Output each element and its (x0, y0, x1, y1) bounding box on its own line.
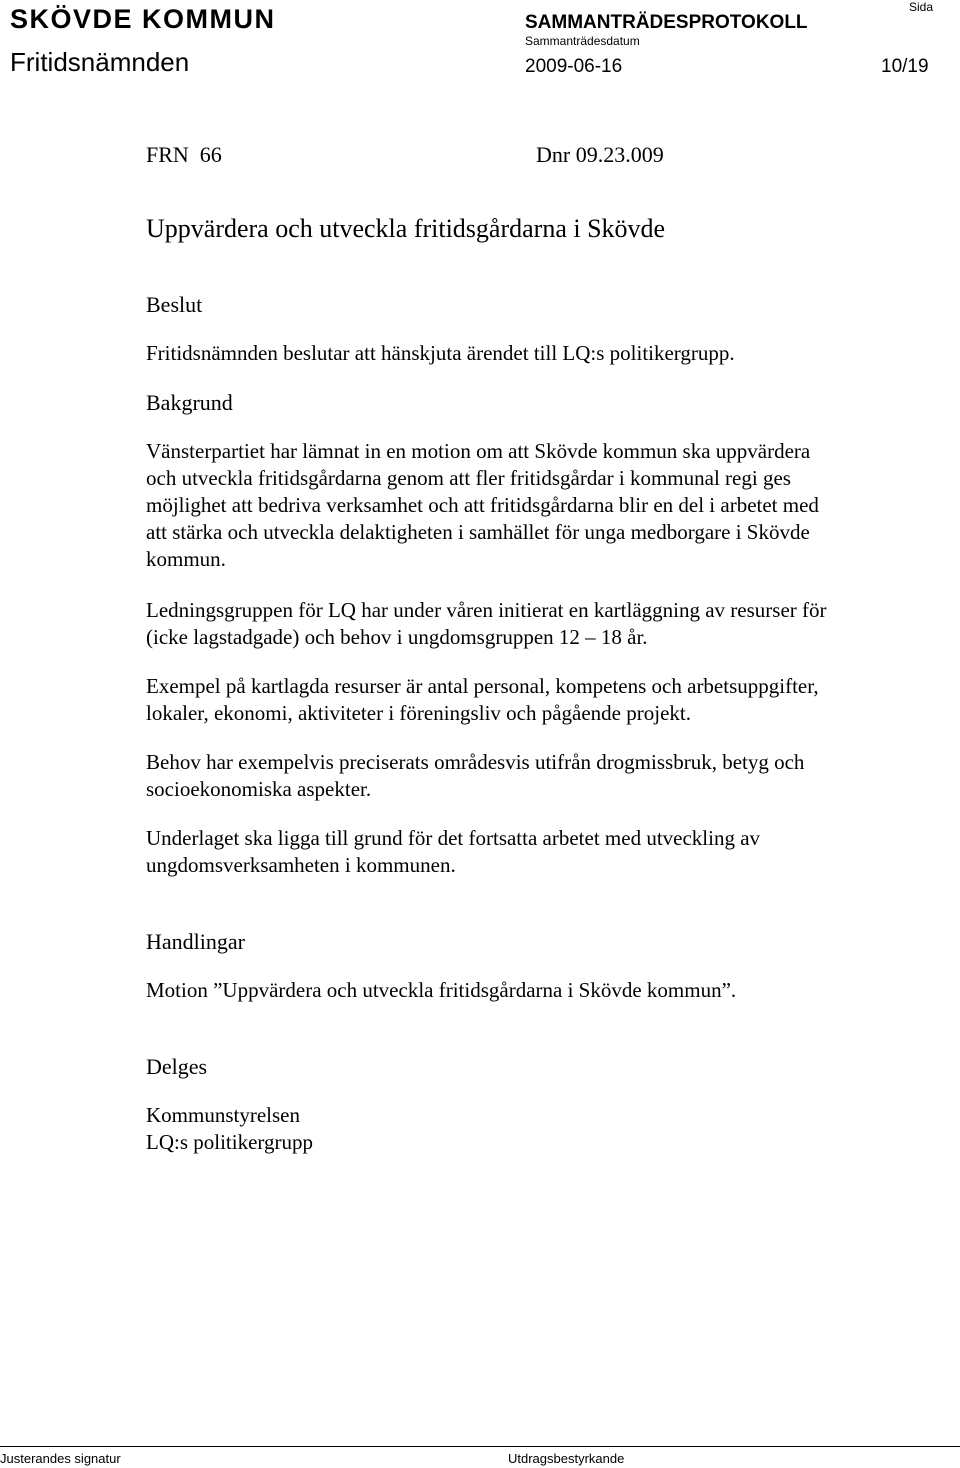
bakgrund-heading: Bakgrund (146, 390, 233, 415)
bakgrund-paragraph-4: Behov har exempelvis preciserats områdesvis utifrån drogmissbruk, betyg och socioekonomiska aspekter. (146, 750, 805, 801)
handlingar-heading: Handlingar (146, 929, 245, 954)
meeting-date: 2009-06-16 (525, 56, 623, 77)
footer-divider (0, 1446, 960, 1447)
signature-label: Justerandes signatur (0, 1451, 121, 1466)
diary-number: Dnr 09.23.009 (536, 142, 664, 167)
beslut-heading: Beslut (146, 292, 203, 317)
beslut-text: Fritidsnämnden beslutar att hänskjuta ärendet till LQ:s politikergrupp. (146, 341, 735, 365)
case-title: Uppvärdera och utveckla fritidsgårdarna i Skövde (146, 214, 666, 243)
bakgrund-paragraph-5: Underlaget ska ligga till grund för det fortsatta arbetet med utveckling av ungdomsverksamheten i kommunen. (146, 826, 761, 877)
delges-heading: Delges (146, 1054, 208, 1079)
meeting-date-label: Sammanträdesdatum (525, 34, 640, 48)
page-label: Sida (909, 0, 934, 14)
bakgrund-paragraph-2: Ledningsgruppen för LQ har under våren initierat en kartläggning av resurser för (icke lagstadgade) och behov i ungdomsgruppen 12 – 18 år. (146, 598, 827, 649)
document-type: SAMMANTRÄDESPROTOKOLL (525, 12, 808, 33)
extract-certification-label: Utdragsbestyrkande (508, 1451, 625, 1466)
handlingar-text: Motion ”Uppvärdera och utveckla fritidsgårdarna i Skövde kommun”. (146, 978, 737, 1002)
organization-name: Fritidsnämnden (10, 47, 190, 77)
page-number: 10/19 (881, 56, 929, 77)
bakgrund-paragraph-3: Exempel på kartlagda resurser är antal personal, kompetens och arbetsuppgifter, lokaler, ekonomi, aktiviteter i föreningsliv och pågående projekt. (146, 674, 819, 725)
delges-recipients: Kommunstyrelsen LQ:s politikergrupp (146, 1103, 314, 1154)
logo: SKÖVDE KOMMUN (10, 4, 276, 34)
case-number: FRN 66 (146, 142, 222, 167)
bakgrund-paragraph-1: Vänsterpartiet har lämnat in en motion om att Skövde kommun ska uppvärdera och utveckla fritidsgårdarna genom att fler fritidsgårdar i kommunal regi ges möjlighet att bedriva verksamhet och att fritidsgårdarna blir en del i arbetet med att stärka och utveckla delaktigheten i samhället för unga medborgare i Skövde kommun. (146, 439, 819, 571)
